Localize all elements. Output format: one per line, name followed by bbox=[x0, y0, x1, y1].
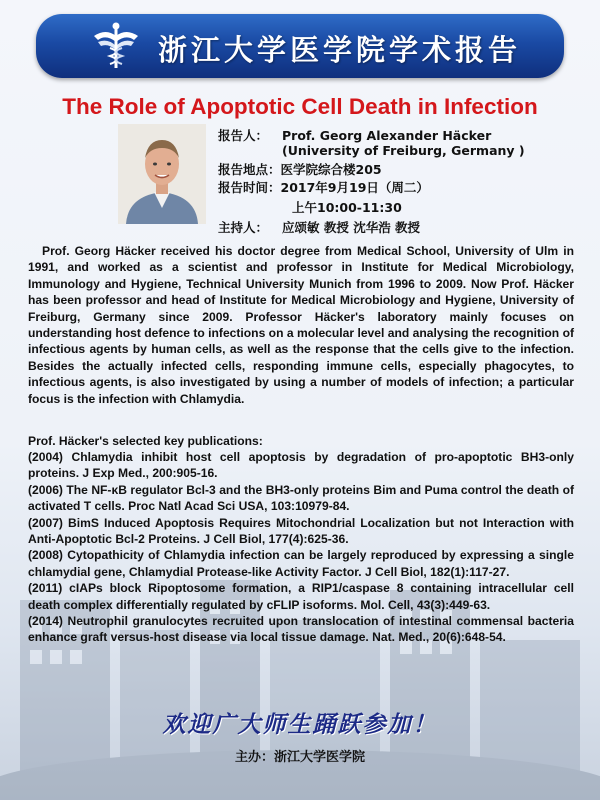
date-value: 2017年9月19日（周二） bbox=[280, 180, 429, 195]
caduceus-emblem-icon bbox=[88, 18, 144, 74]
speaker-biography: Prof. Georg Häcker received his doctor degree from Medical School, University of Ulm in 1991, and worked as a scientist and professor in Institute for Medical Microbiology, Immunology and Hygiene, Technical University Munich from 1996 to 2009. Now Prof. Häcker has been professor and head of Institute for Medical Microbiology and Hygiene, University of Freiburg, Germany since 2009. Professor Häcker's laboratory mainly focuses on understanding host defence to infections on a molecular level and analysing the recognition of infectious agents by human cells, as well as the response that the cells give to the infection. Besides the actually infected cells, responding immune cells, especially phagocytes, to infectious agents, is also investigated by using a number of models of infection; a particular focus is the infection with Chlamydia. bbox=[28, 244, 574, 406]
publication-item: (2007) BimS Induced Apoptosis Requires Mitochondrial Localization but not Interaction with Anti-Apoptotic Bcl-2 Proteins. J Cell Biol, 177(4):625-36. bbox=[28, 515, 574, 547]
publication-item: (2011) cIAPs block Ripoptosome formation, a RIP1/caspase 8 containing intracellular cell death complex differentially regulated by cFLIP isoforms. Mol. Cell, 43(3):449-63. bbox=[28, 581, 574, 612]
host-row bbox=[218, 218, 420, 236]
talk-title: The Role of Apoptotic Cell Death in Infection bbox=[62, 94, 538, 119]
publication-item: (2014) Neutrophil granulocytes recruited upon translocation of intestinal commensal bacteria enhance graft versus-host disease via local tissue damage. Nat. Med., 20(6):648-54. bbox=[28, 614, 574, 645]
publication-item: (2006) The NF-κB regulator Bcl-3 and the BH3-only proteins Bim and Puma control the death of activated T cells. Proc Natl Acad Sci USA, 103:10979-84. bbox=[28, 482, 574, 514]
time-value: 上午10:00-11:30 bbox=[292, 200, 402, 215]
time-row bbox=[218, 178, 429, 196]
header-banner bbox=[36, 14, 564, 78]
location-label: 报告地点： bbox=[218, 162, 281, 177]
speaker-portrait bbox=[118, 124, 206, 224]
publication-item: (2004) Chlamydia inhibit host cell apoptosis by degradation of pro-apoptotic BH3-only proteins. J Exp Med., 200:905-16. bbox=[28, 450, 574, 481]
welcome-slogan: 欢迎广大师生踊跃参加！ bbox=[162, 711, 438, 738]
organizer-line: 主办：浙江大学医学院 bbox=[234, 750, 365, 765]
location-value: 医学院综合楼205 bbox=[280, 162, 382, 177]
header-title: 浙江大学医学院学术报告 bbox=[158, 33, 522, 67]
speaker-label: 报告人： bbox=[218, 128, 269, 143]
time-label: 报告时间： bbox=[218, 180, 281, 195]
publications-heading: Prof. Häcker's selected key publications: bbox=[28, 434, 263, 448]
publication-item: (2008) Cytopathicity of Chlamydia infection can be largely reproduced by expressing a single chlamydial gene, Chlamydial Protease-like Activity Factor. J Cell Biol, 182(1):117-27. bbox=[28, 548, 574, 579]
speaker-row bbox=[218, 126, 491, 144]
publication-list bbox=[28, 449, 574, 646]
speaker-name: Prof. Georg Alexander Häcker bbox=[282, 128, 492, 143]
location-row bbox=[218, 160, 382, 178]
speaker-affiliation: (University of Freiburg, Germany ) bbox=[282, 143, 525, 158]
host-names: 应颂敏 教授 沈华浩 教授 bbox=[282, 220, 421, 235]
host-label: 主持人： bbox=[218, 220, 269, 235]
